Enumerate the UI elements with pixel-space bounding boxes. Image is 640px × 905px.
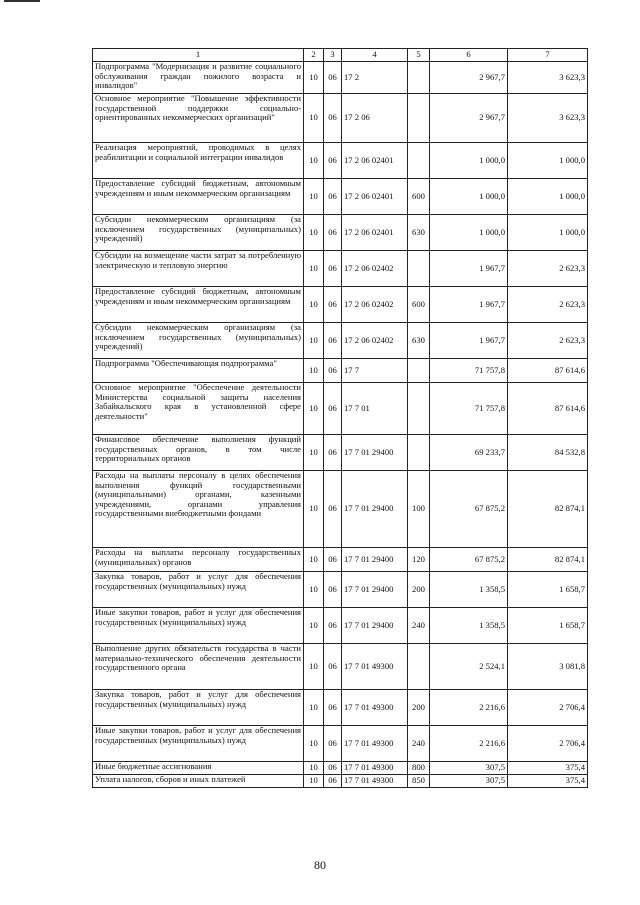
- row-expense-type-code: 200: [408, 690, 430, 726]
- row-name: Реализация мероприятий, проводимых в целях реабилитации и социальной интеграции инвалидов: [93, 143, 304, 179]
- row-amount-col7: 2 623,3: [508, 251, 588, 287]
- row-amount-col7: 375,4: [508, 775, 588, 788]
- table-row: [93, 775, 588, 788]
- row-target-article-code: 17 2 06 02401: [342, 179, 408, 215]
- row-name: Иные закупки товаров, работ и услуг для обеспечения государственных (муниципальных) нужд: [93, 726, 304, 762]
- row-target-article-code: 17 2 06 02402: [342, 323, 408, 359]
- row-section-code: 10: [304, 323, 324, 359]
- table-row: [93, 572, 588, 608]
- row-amount-col7: 3 623,3: [508, 94, 588, 143]
- column-header: 1: [93, 49, 304, 62]
- column-header: 5: [408, 49, 430, 62]
- column-header: 3: [324, 49, 342, 62]
- scan-corner-mark: [4, 0, 40, 2]
- row-section-code: 10: [304, 251, 324, 287]
- row-section-code: 10: [304, 608, 324, 644]
- row-subsection-code: 06: [324, 323, 342, 359]
- row-target-article-code: 17 7 01 49300: [342, 775, 408, 788]
- row-amount-col7: 87 614,6: [508, 359, 588, 383]
- row-name: Субсидии на возмещение части затрат за потребленную электрическую и тепловую энергию: [93, 251, 304, 287]
- row-section-code: 10: [304, 548, 324, 572]
- table-row: [93, 383, 588, 435]
- row-section-code: 10: [304, 775, 324, 788]
- row-amount-col6: 1 000,0: [430, 215, 508, 251]
- row-section-code: 10: [304, 471, 324, 548]
- row-target-article-code: 17 2 06 02402: [342, 251, 408, 287]
- table-row: [93, 215, 588, 251]
- table-row: [93, 251, 588, 287]
- row-expense-type-code: 240: [408, 726, 430, 762]
- row-subsection-code: 06: [324, 215, 342, 251]
- row-expense-type-code: 100: [408, 471, 430, 548]
- row-name: Финансовое обеспечение выполнения функций государственных органов, в том числе территориальных органов: [93, 435, 304, 471]
- table-row: [93, 548, 588, 572]
- row-subsection-code: 06: [324, 762, 342, 775]
- row-name: Закупка товаров, работ и услуг для обеспечения государственных (муниципальных) нужд: [93, 572, 304, 608]
- row-amount-col7: 2 706,4: [508, 690, 588, 726]
- row-expense-type-code: 600: [408, 179, 430, 215]
- row-subsection-code: 06: [324, 287, 342, 323]
- row-expense-type-code: [408, 62, 430, 94]
- row-subsection-code: 06: [324, 143, 342, 179]
- row-amount-col6: 2 216,6: [430, 690, 508, 726]
- row-subsection-code: 06: [324, 572, 342, 608]
- row-name: Уплата налогов, сборов и иных платежей: [93, 775, 304, 788]
- row-amount-col7: 1 000,0: [508, 143, 588, 179]
- row-name: Предоставление субсидий бюджетным, автономным учреждениям и иным некоммерческим организациям: [93, 287, 304, 323]
- table-row: [93, 644, 588, 690]
- row-amount-col6: 69 233,7: [430, 435, 508, 471]
- row-name: Закупка товаров, работ и услуг для обеспечения государственных (муниципальных) нужд: [93, 690, 304, 726]
- row-name: Иные бюджетные ассигнования: [93, 762, 304, 775]
- row-amount-col7: 3 623,3: [508, 62, 588, 94]
- row-amount-col6: 1 967,7: [430, 287, 508, 323]
- row-expense-type-code: 800: [408, 762, 430, 775]
- row-amount-col6: 307,5: [430, 762, 508, 775]
- row-amount-col6: 1 358,5: [430, 572, 508, 608]
- row-amount-col7: 1 000,0: [508, 179, 588, 215]
- row-expense-type-code: 630: [408, 323, 430, 359]
- row-subsection-code: 06: [324, 359, 342, 383]
- row-amount-col6: 1 000,0: [430, 179, 508, 215]
- table-row: [93, 608, 588, 644]
- row-amount-col7: 3 081,8: [508, 644, 588, 690]
- row-amount-col6: 2 216,6: [430, 726, 508, 762]
- row-amount-col7: 84 532,8: [508, 435, 588, 471]
- row-target-article-code: 17 2 06 02402: [342, 287, 408, 323]
- row-amount-col6: 1 358,5: [430, 608, 508, 644]
- row-target-article-code: 17 7 01 49300: [342, 762, 408, 775]
- row-target-article-code: 17 7 01 29400: [342, 435, 408, 471]
- row-amount-col7: 1 658,7: [508, 572, 588, 608]
- row-name: Подпрограмма "Модернизация и развитие социального обслуживания граждан пожилого возраста и инвалидов": [93, 62, 304, 94]
- row-amount-col6: 71 757,8: [430, 359, 508, 383]
- table-row: [93, 323, 588, 359]
- table-row: [93, 471, 588, 548]
- table-row: [93, 287, 588, 323]
- table-row: [93, 62, 588, 94]
- row-name: Расходы на выплаты персоналу государственных (муниципальных) органов: [93, 548, 304, 572]
- column-header: 7: [508, 49, 588, 62]
- row-section-code: 10: [304, 572, 324, 608]
- row-name: Предоставление субсидий бюджетным, автономным учреждениям и иным некоммерческим организациям: [93, 179, 304, 215]
- row-section-code: 10: [304, 644, 324, 690]
- row-section-code: 10: [304, 143, 324, 179]
- table-row: [93, 690, 588, 726]
- row-target-article-code: 17 2 06 02401: [342, 215, 408, 251]
- row-expense-type-code: [408, 359, 430, 383]
- row-target-article-code: 17 7 01 49300: [342, 644, 408, 690]
- row-amount-col6: 67 875,2: [430, 471, 508, 548]
- page-number: 80: [314, 858, 326, 872]
- row-amount-col6: 1 000,0: [430, 143, 508, 179]
- row-amount-col6: 2 967,7: [430, 62, 508, 94]
- row-amount-col7: 1 658,7: [508, 608, 588, 644]
- column-header: 2: [304, 49, 324, 62]
- row-amount-col6: 2 524,1: [430, 644, 508, 690]
- row-target-article-code: 17 7 01 29400: [342, 572, 408, 608]
- row-expense-type-code: 120: [408, 548, 430, 572]
- column-number-row: [93, 49, 588, 62]
- row-name: Иные закупки товаров, работ и услуг для обеспечения государственных (муниципальных) нужд: [93, 608, 304, 644]
- row-amount-col7: 2 706,4: [508, 726, 588, 762]
- row-section-code: 10: [304, 690, 324, 726]
- row-subsection-code: 06: [324, 690, 342, 726]
- row-subsection-code: 06: [324, 775, 342, 788]
- budget-document-page: [92, 48, 587, 788]
- row-subsection-code: 06: [324, 62, 342, 94]
- row-expense-type-code: 630: [408, 215, 430, 251]
- row-amount-col6: 1 967,7: [430, 251, 508, 287]
- row-amount-col7: 2 623,3: [508, 323, 588, 359]
- row-target-article-code: 17 2 06: [342, 94, 408, 143]
- row-target-article-code: 17 7 01 49300: [342, 690, 408, 726]
- row-amount-col7: 87 614,6: [508, 383, 588, 435]
- row-expense-type-code: [408, 251, 430, 287]
- row-expense-type-code: 600: [408, 287, 430, 323]
- row-amount-col7: 82 874,1: [508, 471, 588, 548]
- table-row: [93, 762, 588, 775]
- row-section-code: 10: [304, 762, 324, 775]
- row-subsection-code: 06: [324, 383, 342, 435]
- row-target-article-code: 17 7 01 29400: [342, 548, 408, 572]
- row-expense-type-code: [408, 644, 430, 690]
- row-section-code: 10: [304, 435, 324, 471]
- row-subsection-code: 06: [324, 251, 342, 287]
- table-row: [93, 94, 588, 143]
- row-name: Субсидии некоммерческим организациям (за исключением государственных (муниципальных) учреждений): [93, 323, 304, 359]
- row-amount-col6: 1 967,7: [430, 323, 508, 359]
- row-name: Подпрограмма "Обеспечивающая подпрограмма": [93, 359, 304, 383]
- row-subsection-code: 06: [324, 644, 342, 690]
- row-section-code: 10: [304, 726, 324, 762]
- row-name: Выполнение других обязательств государства в части материально-технического обеспечения деятельности государственного органа: [93, 644, 304, 690]
- row-section-code: 10: [304, 179, 324, 215]
- row-name: Основное мероприятие "Обеспечение деятельности Министерства социальной защиты населения Забайкальского края в установленной сфере деятельности": [93, 383, 304, 435]
- row-expense-type-code: [408, 143, 430, 179]
- row-amount-col7: 82 874,1: [508, 548, 588, 572]
- row-subsection-code: 06: [324, 471, 342, 548]
- row-expense-type-code: 240: [408, 608, 430, 644]
- row-section-code: 10: [304, 215, 324, 251]
- row-target-article-code: 17 2: [342, 62, 408, 94]
- budget-table-body: [93, 49, 588, 788]
- row-expense-type-code: 850: [408, 775, 430, 788]
- row-amount-col6: 2 967,7: [430, 94, 508, 143]
- row-subsection-code: 06: [324, 179, 342, 215]
- row-subsection-code: 06: [324, 548, 342, 572]
- table-row: [93, 435, 588, 471]
- row-target-article-code: 17 7 01 29400: [342, 471, 408, 548]
- row-name: Основное мероприятие "Повышение эффективности государственной поддержки социально-ориентированных некоммерческих организаций": [93, 94, 304, 143]
- row-amount-col7: 1 000,0: [508, 215, 588, 251]
- row-section-code: 10: [304, 287, 324, 323]
- row-subsection-code: 06: [324, 94, 342, 143]
- row-amount-col6: 71 757,8: [430, 383, 508, 435]
- row-amount-col6: 307,5: [430, 775, 508, 788]
- row-subsection-code: 06: [324, 608, 342, 644]
- budget-table: [92, 48, 588, 788]
- table-row: [93, 726, 588, 762]
- row-target-article-code: 17 7 01 49300: [342, 726, 408, 762]
- column-header: 4: [342, 49, 408, 62]
- row-amount-col7: 375,4: [508, 762, 588, 775]
- column-header: 6: [430, 49, 508, 62]
- table-row: [93, 143, 588, 179]
- table-row: [93, 359, 588, 383]
- row-target-article-code: 17 7 01 29400: [342, 608, 408, 644]
- row-expense-type-code: [408, 383, 430, 435]
- row-section-code: 10: [304, 383, 324, 435]
- row-section-code: 10: [304, 359, 324, 383]
- row-section-code: 10: [304, 94, 324, 143]
- row-name: Расходы на выплаты персоналу в целях обеспечения выполнения функций государственными (муниципальными) органами, казенными учреждениями, органами управления государственными внебюджетными фондами: [93, 471, 304, 548]
- row-subsection-code: 06: [324, 435, 342, 471]
- row-amount-col6: 67 875,2: [430, 548, 508, 572]
- row-target-article-code: 17 7: [342, 359, 408, 383]
- row-name: Субсидии некоммерческим организациям (за исключением государственных (муниципальных) учреждений): [93, 215, 304, 251]
- row-subsection-code: 06: [324, 726, 342, 762]
- row-target-article-code: 17 2 06 02401: [342, 143, 408, 179]
- table-row: [93, 179, 588, 215]
- row-expense-type-code: [408, 94, 430, 143]
- row-expense-type-code: 200: [408, 572, 430, 608]
- row-target-article-code: 17 7 01: [342, 383, 408, 435]
- row-expense-type-code: [408, 435, 430, 471]
- row-section-code: 10: [304, 62, 324, 94]
- row-amount-col7: 2 623,3: [508, 287, 588, 323]
